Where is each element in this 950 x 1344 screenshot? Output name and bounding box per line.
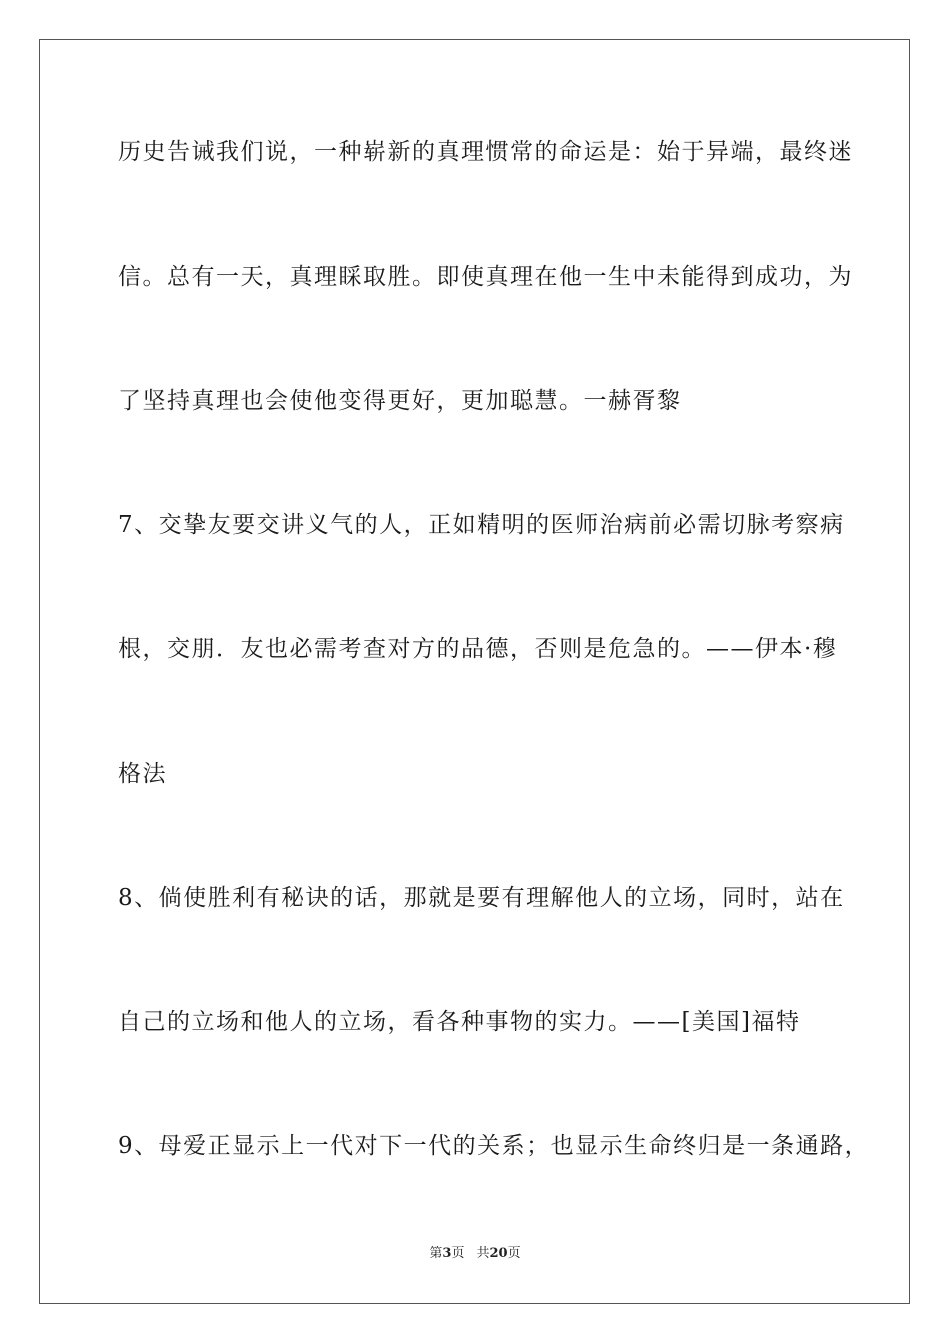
footer-total-number: 20	[489, 1246, 508, 1261]
footer-page-number: 3	[442, 1246, 452, 1261]
footer-page-prefix: 第	[429, 1246, 443, 1261]
text-line-6: 格法	[118, 761, 167, 787]
page-footer	[0, 1245, 950, 1263]
text-line-8: 自己的立场和他人的立场，看各种事物的实力。——[美国]福特	[118, 1009, 801, 1035]
text-line-7: 8、倘使胜利有秘诀的话，那就是要有理解他人的立场，同时，站在	[118, 885, 845, 911]
footer-total-suffix: 页	[507, 1246, 521, 1261]
text-line-3: 了坚持真理也会使他变得更好，更加聪慧。一赫胥黎	[118, 388, 682, 414]
footer-page-suffix: 页	[451, 1246, 465, 1261]
footer-total-prefix: 共	[476, 1246, 490, 1261]
text-line-5: 根，交朋．友也必需考查对方的品德，否则是危急的。——伊本·穆	[118, 636, 838, 662]
text-line-9: 9、母爱正显示上一代对下一代的关系；也显示生命终归是一条通路，	[118, 1133, 870, 1159]
page-border	[39, 39, 910, 1304]
text-line-2: 信。总有一天，真理睬取胜。即使真理在他一生中未能得到成功，为	[118, 264, 853, 290]
text-line-4: 7、交挚友要交讲义气的人，正如精明的医师治病前必需切脉考察病	[118, 512, 845, 538]
text-line-1: 历史告诫我们说，一种崭新的真理惯常的命运是：始于异端，最终迷	[118, 139, 853, 165]
